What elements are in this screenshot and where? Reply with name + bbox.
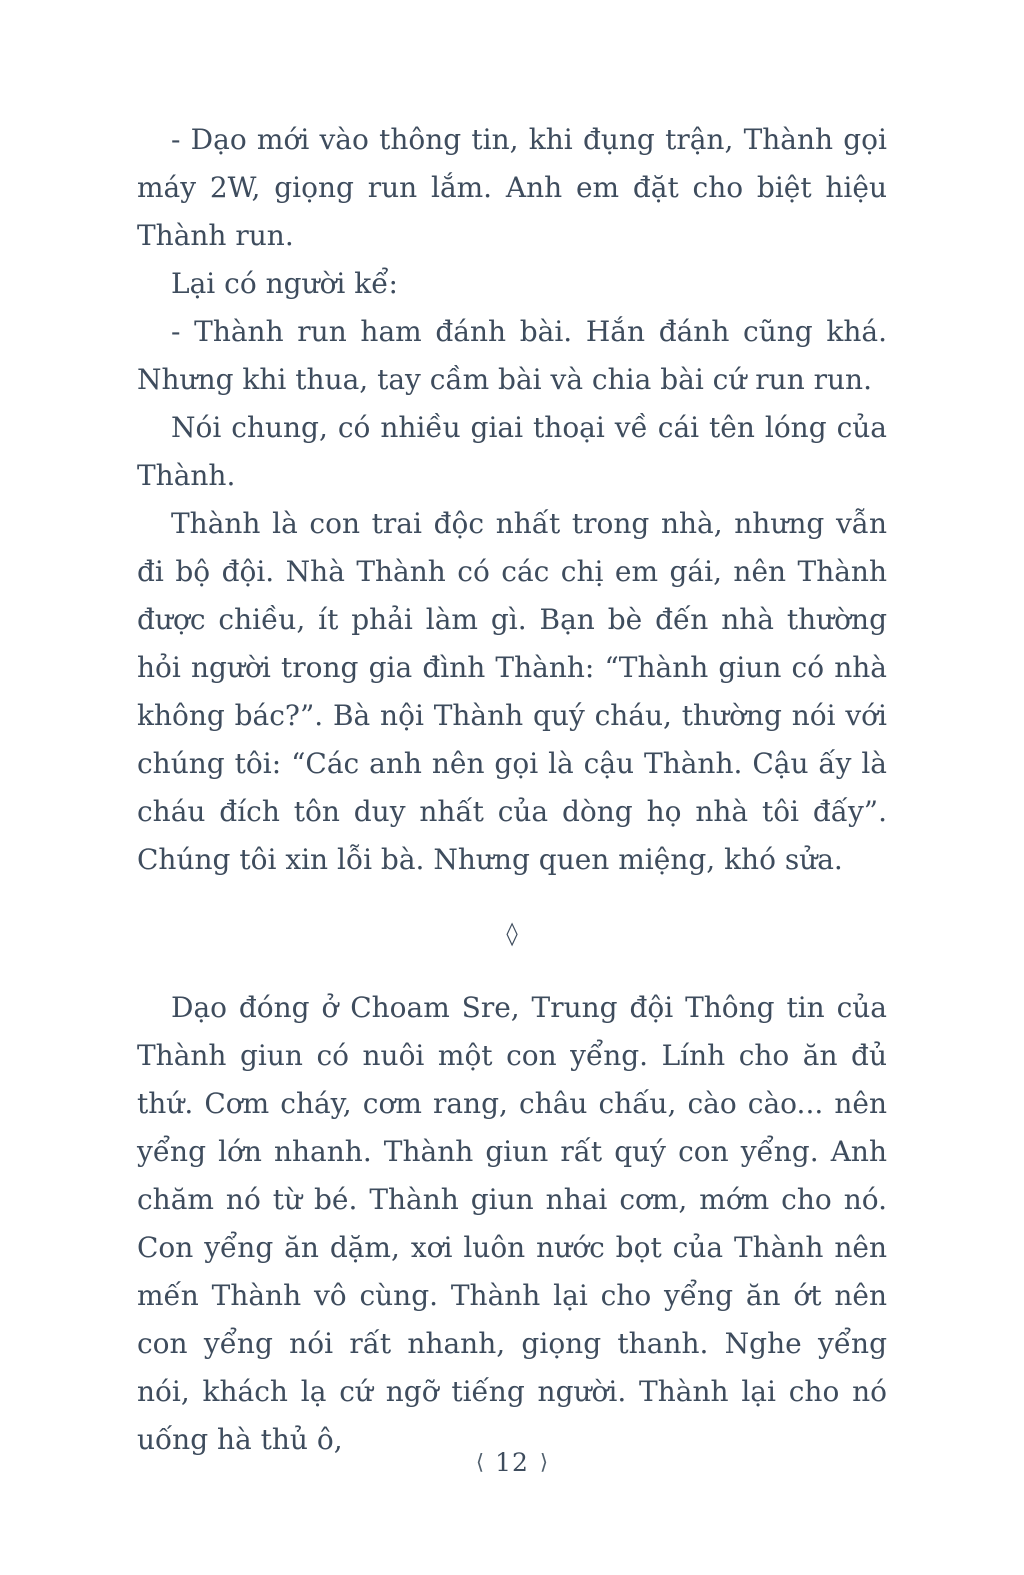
paragraph: Dạo đóng ở Choam Sre, Trung đội Thông tin của Thành giun có nuôi một con yểng. Lính cho ăn đủ thứ. Cơm cháy, cơm rang, châu chấu, cào cào... nên yểng lớn nhanh. Thành giun rất quý con yểng. Anh chăm nó từ bé. Thành giun nhai cơm, mớm cho nó. Con yểng ăn dặm, xơi luôn nước bọt của Thành nên mến Thành vô cùng. Thành lại cho yểng ăn ớt nên con yểng nói rất nhanh, giọng thanh. Nghe yểng nói, khách lạ cứ ngỡ tiếng người. Thành lại cho nó uống hà thủ ô, <box>137 991 887 1456</box>
section-separator-diamond-icon: ◊ <box>506 921 518 947</box>
paragraph: Nói chung, có nhiều giai thoại về cái tên lóng của Thành. <box>137 411 887 492</box>
paragraph: - Thành run ham đánh bài. Hắn đánh cũng khá. Nhưng khi thua, tay cầm bài và chia bài cứ run run. <box>137 315 887 396</box>
next-page-chevron-icon: ⟩ <box>539 1450 549 1474</box>
page-content <box>137 116 887 1464</box>
page-number: 12 <box>495 1448 529 1477</box>
prev-page-chevron-icon: ⟨ <box>475 1450 485 1474</box>
page-footer <box>0 1448 1024 1477</box>
paragraph: Thành là con trai độc nhất trong nhà, nhưng vẫn đi bộ đội. Nhà Thành có các chị em gái, nên Thành được chiều, ít phải làm gì. Bạn bè đến nhà thường hỏi người trong gia đình Thành: “Thành giun có nhà không bác?”. Bà nội Thành quý cháu, thường nói với chúng tôi: “Các anh nên gọi là cậu Thành. Cậu ấy là cháu đích tôn duy nhất của dòng họ nhà tôi đấy”. Chúng tôi xin lỗi bà. Nhưng quen miệng, khó sửa. <box>137 507 887 876</box>
paragraph: Lại có người kể: <box>171 267 398 300</box>
paragraph: - Dạo mới vào thông tin, khi đụng trận, Thành gọi máy 2W, giọng run lắm. Anh em đặt cho biệt hiệu Thành run. <box>137 123 887 252</box>
